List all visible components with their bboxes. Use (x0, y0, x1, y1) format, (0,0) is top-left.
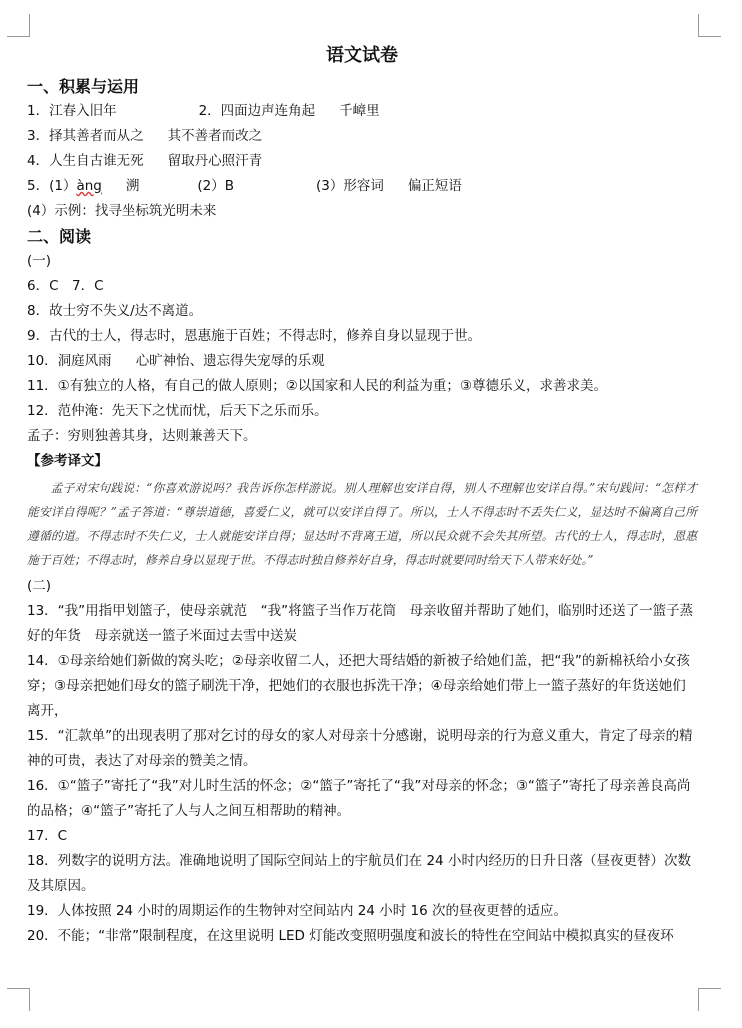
answer-line-4 (27, 149, 697, 174)
crop-mark-bottom-left (7, 988, 30, 1011)
answer-5-2: (2）B (197, 178, 234, 194)
crop-mark-top-left (7, 14, 30, 37)
answer-10 (27, 349, 697, 374)
answer-19: 19．人体按照 24 小时的周期运作的生物钟对空间站内 24 小时 16 次的昼夜更替的适应。 (27, 903, 567, 919)
answer-5-3b: 偏正短语 (407, 178, 462, 194)
answer-line-3 (27, 124, 697, 149)
answer-10b: 心旷神怡、遗忘得失宠辱的乐观 (135, 353, 325, 369)
answer-14: 14．①母亲给她们新做的窝头吃；②母亲收留二人，还把大哥结婚的新被子给她们盖，把“我”的新棉袄给小女孩穿；③母亲把她们母女的篮子刷洗干净，把她们的衣服也拆洗干净；④母亲给她们带上一篮子蒸好的年货送她们离开， (27, 653, 690, 719)
answer-17: 17．C (27, 828, 68, 844)
page-title: 语文试卷 (326, 45, 398, 66)
subsection-2: (二) (27, 578, 52, 594)
answer-6-7: 6．C 7．C (27, 278, 104, 294)
section-heading-2: 二、阅读 (27, 227, 92, 246)
answer-3a: 3．择其善者而从之 (27, 128, 144, 144)
reference-translation-label: 【参考译文】 (27, 453, 108, 469)
answer-line-1-2 (27, 99, 697, 124)
answer-18: 18．列数字的说明方法。准确地说明了国际空间站上的宇航员们在 24 小时内经历的日升日落（昼夜更替）次数及其原因。 (27, 853, 691, 894)
answer-3b: 其不善者而改之 (167, 128, 263, 144)
answer-line-5-4: (4）示例：找寻坐标筑光明未来 (27, 203, 217, 219)
answer-11: 11．①有独立的人格，有自己的做人原则；②以国家和人民的利益为重；③尊德乐义，求善求美。 (27, 378, 607, 394)
answer-15: 15．“汇款单”的出现表明了那对乞讨的母女的家人对母亲十分感谢，说明母亲的行为意义重大，肯定了母亲的精神的可贵，表达了对母亲的赞美之情。 (27, 728, 693, 769)
answer-2a: 2．四面边声连角起 (198, 103, 316, 119)
crop-mark-bottom-right (698, 988, 721, 1011)
answer-2b: 千嶂里 (339, 103, 380, 119)
answer-5-pinyin: àng (76, 178, 102, 194)
document-page (27, 40, 697, 949)
crop-mark-top-right (698, 14, 721, 37)
answer-12a: 12．范仲淹：先天下之忧而忧，后天下之乐而乐。 (27, 403, 328, 419)
answer-5-number: 5．(1） (27, 178, 77, 194)
answer-13: 13．“我”用指甲划篮子，使母亲就范 “我”将篮子当作万花筒 母亲收留并帮助了她们，临别时还送了一篮子蒸好的年货 母亲就送一篮子米面过去雪中送炭 (27, 603, 694, 644)
answer-10a: 10．洞庭风雨 (27, 353, 112, 369)
answer-9: 9．古代的士人，得志时，恩惠施于百姓；不得志时，修养自身以显现于世。 (27, 328, 482, 344)
answer-16: 16．①“篮子”寄托了“我”对儿时生活的怀念；②“篮子”寄托了“我”对母亲的怀念；③“篮子”寄托了母亲善良高尚的品格；④“篮子”寄托了人与人之间互相帮助的精神。 (27, 778, 691, 819)
answer-12b: 孟子：穷则独善其身，达则兼善天下。 (27, 428, 257, 444)
answer-line-5 (27, 174, 697, 199)
subsection-1: (一) (27, 253, 52, 269)
answer-1: 1．江春入旧年 (27, 103, 117, 119)
section-heading-1: 一、积累与运用 (27, 77, 140, 96)
answer-5-3a: (3）形容词 (315, 178, 384, 194)
reference-translation: 孟子对宋句践说：“你喜欢游说吗？我告诉你怎样游说。别人理解也安详自得，别人不理解也安详自得。”宋句践问：“怎样才能安详自得呢？”孟子答道：“尊崇道德，喜爱仁义，就可以安详自得了。所以，士人不得志时不丢失仁义，显达时不偏离自己所遵循的道。不得志时不失仁义，士人就能安详自得；显达时不背离王道，所以民众就不会失其所望。古代的士人，得志时，恩惠施于百姓；不得志时，修养自身以显现于世。不得志时独自修养好自身，得志时就要同时给天下人带来好处。” (27, 481, 697, 567)
answer-4b: 留取丹心照汗青 (167, 153, 263, 169)
answer-4a: 4．人生自古谁无死 (27, 153, 144, 169)
answer-8: 8．故士穷不失义/达不离道。 (27, 303, 203, 319)
answer-5-char: 溯 (125, 178, 140, 194)
answer-20: 20．不能；“非常”限制程度，在这里说明 LED 灯能改变照明强度和波长的特性在空间站中模拟真实的昼夜环 (27, 928, 674, 944)
